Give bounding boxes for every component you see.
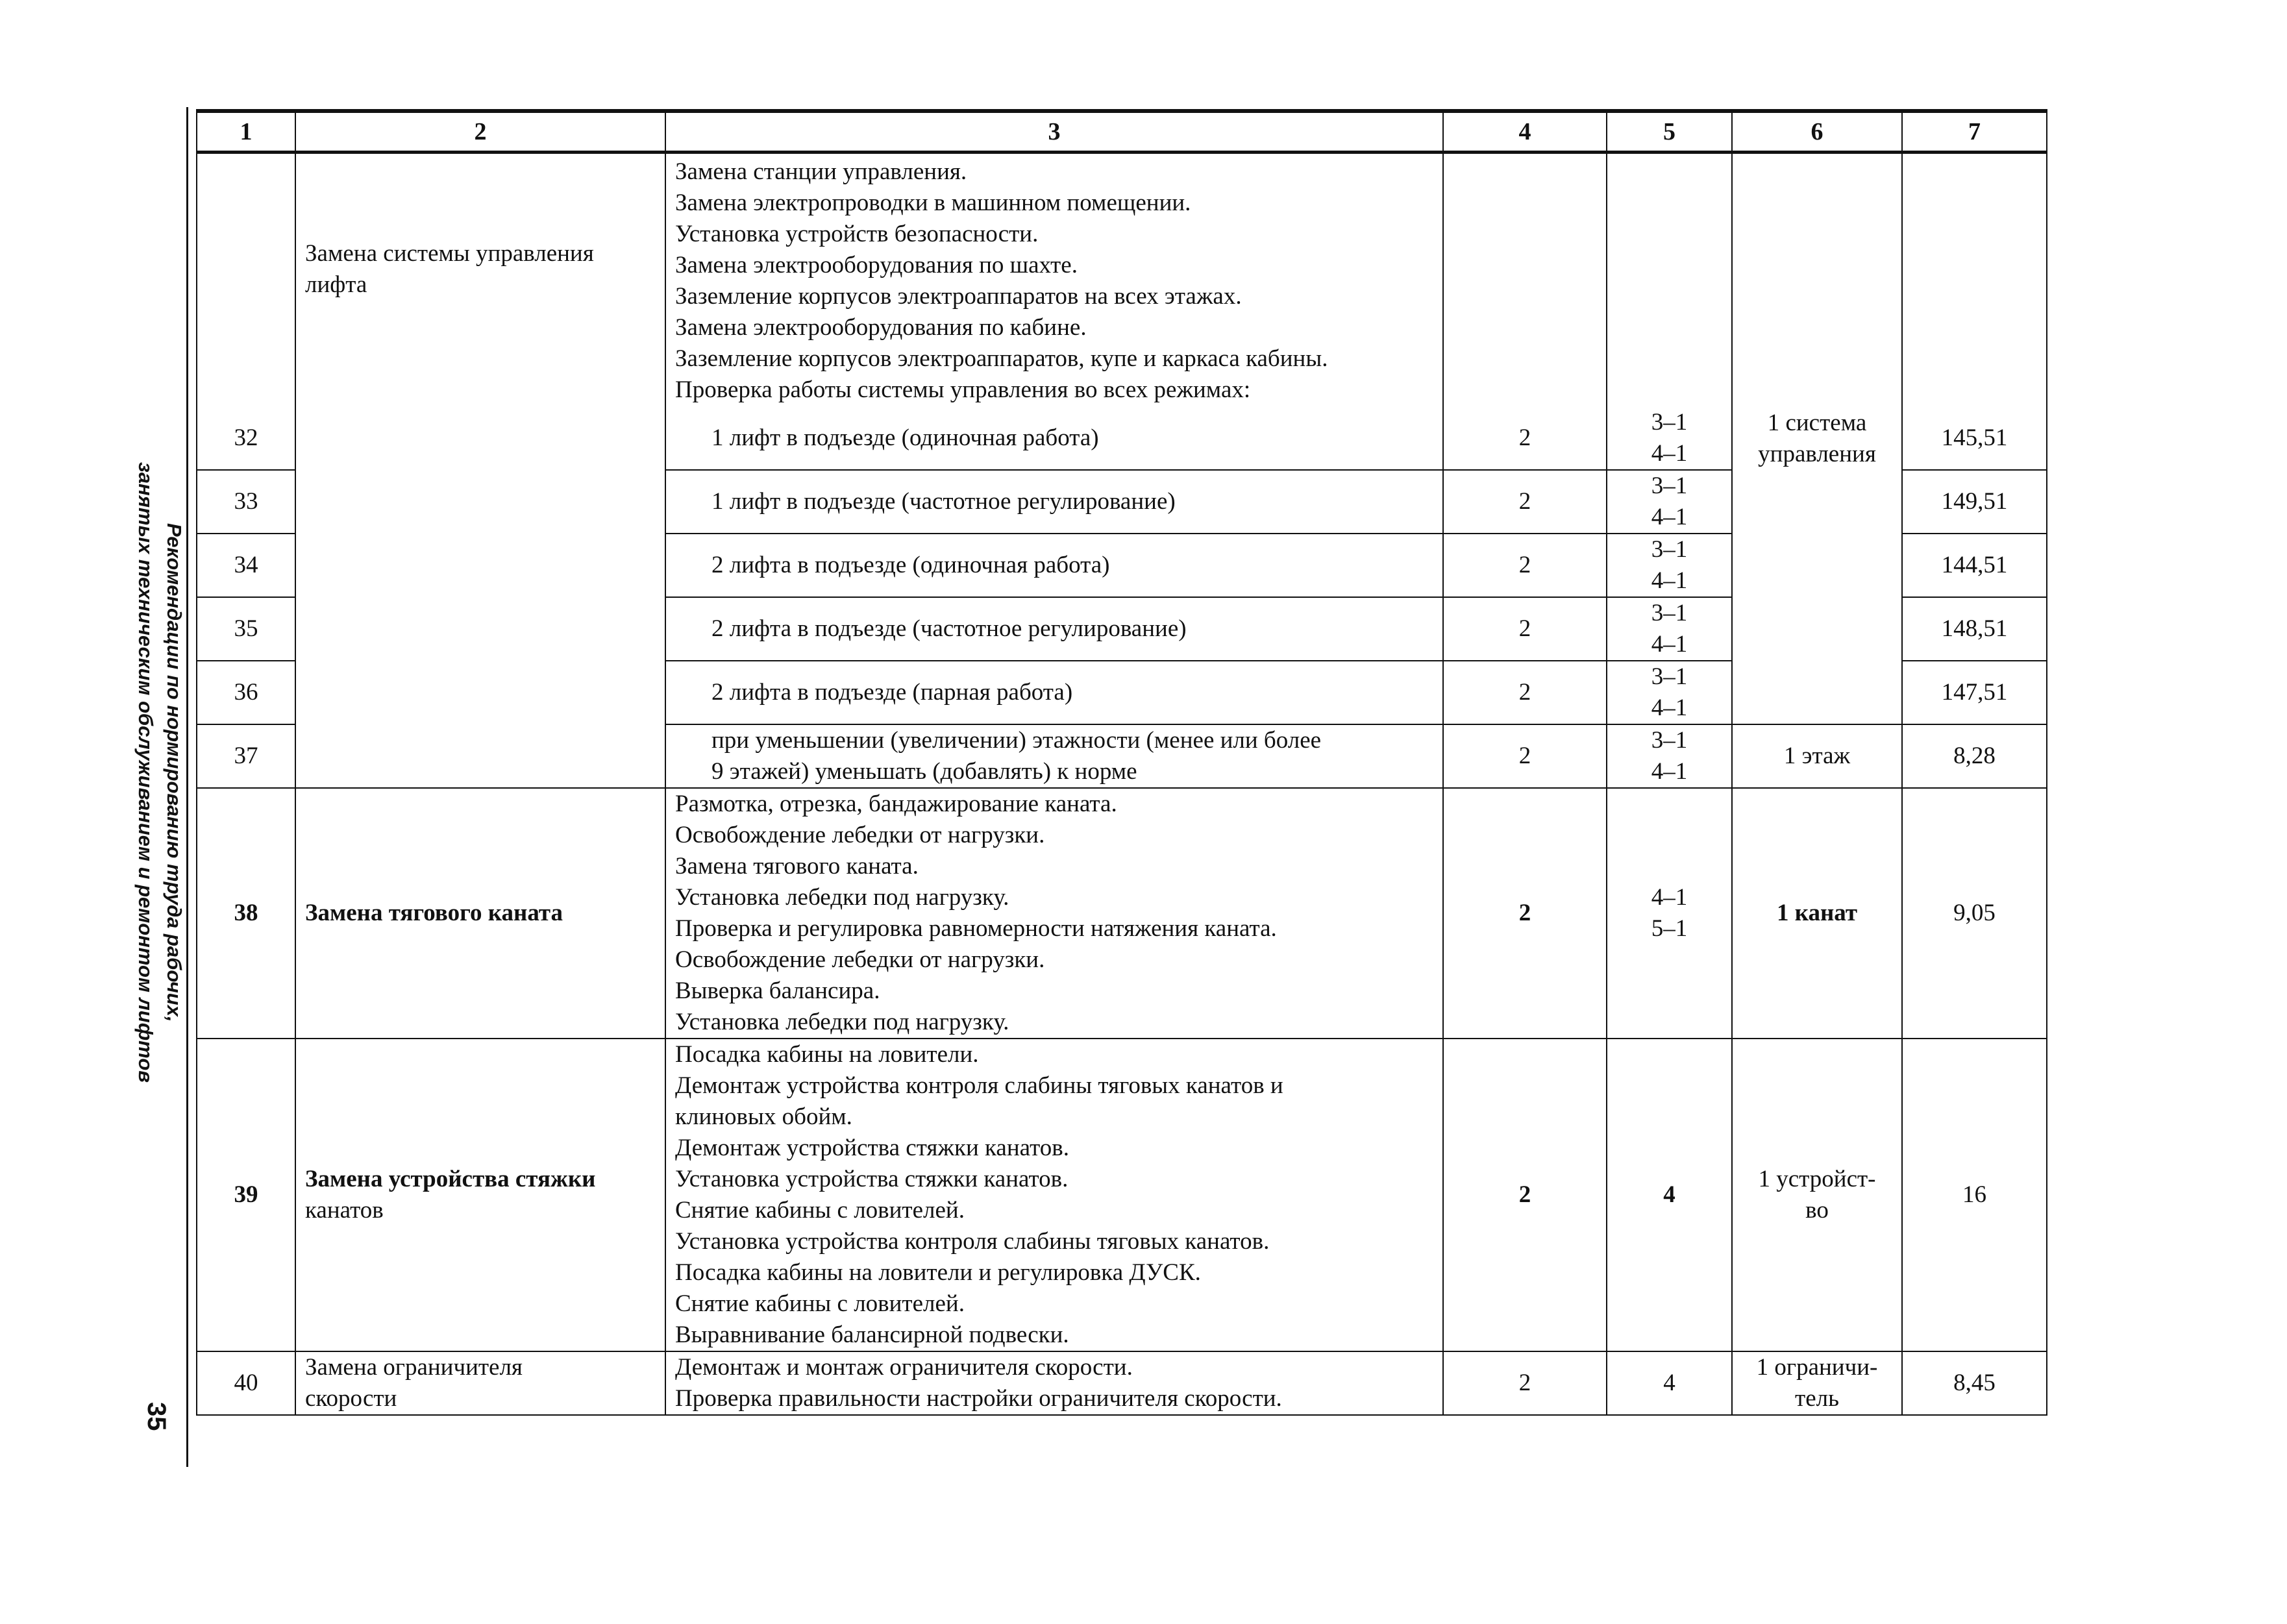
unit-cell-shared: 1 система управления xyxy=(1732,153,1902,725)
grade-value: 4 xyxy=(1607,1351,1732,1415)
work-line: Установка устройства стяжки канатов. xyxy=(675,1166,1069,1192)
row-number: 40 xyxy=(197,1351,295,1415)
row-number: 34 xyxy=(197,534,295,597)
work-line: Заземление корпусов электроаппаратов на всех этажах. xyxy=(675,283,1242,310)
category-value: 2 xyxy=(1443,407,1607,470)
header-col-5: 5 xyxy=(1607,111,1732,153)
work-description xyxy=(665,1351,1443,1415)
norm-value: 147,51 xyxy=(1902,661,2047,724)
work-line: Проверка работы системы управления во всех режимах: xyxy=(675,376,1251,403)
num-cell-empty xyxy=(197,153,295,408)
work-line: Установка лебедки под нагрузку. xyxy=(675,1009,1009,1035)
grade-value xyxy=(1607,597,1732,661)
work-line: Выравнивание балансирной подвески. xyxy=(675,1322,1069,1348)
grade-line: 4–1 xyxy=(1651,440,1688,467)
grade-value xyxy=(1607,724,1732,788)
unit-line: во xyxy=(1805,1197,1829,1224)
unit-value xyxy=(1732,1351,1902,1415)
header-col-1: 1 xyxy=(197,111,295,153)
work-line: Снятие кабины с ловителей. xyxy=(675,1197,965,1224)
work-line: Посадка кабины на ловители и регулировка ДУСК. xyxy=(675,1259,1201,1286)
work-line: Установка устройств безопасности. xyxy=(675,221,1039,247)
grade-value xyxy=(1607,661,1732,724)
table-row xyxy=(197,788,2047,1039)
norm-value: 145,51 xyxy=(1902,407,2047,470)
category-value: 2 xyxy=(1443,597,1607,661)
category-value: 2 xyxy=(1443,724,1607,788)
work-name: Замена тягового каната xyxy=(295,788,665,1039)
grade-line: 4–1 xyxy=(1651,695,1688,721)
grade-value xyxy=(1607,788,1732,1039)
work-line: Проверка правильности настройки ограничителя скорости. xyxy=(675,1385,1282,1412)
table-row xyxy=(197,1039,2047,1351)
row-number: 33 xyxy=(197,470,295,534)
work-line: Демонтаж и монтаж ограничителя скорости. xyxy=(675,1354,1133,1381)
norm-value: 149,51 xyxy=(1902,470,2047,534)
grade-line: 3–1 xyxy=(1651,727,1688,754)
work-line: Демонтаж устройства стяжки канатов. xyxy=(675,1135,1069,1161)
work-name-elevator-control: Замена системы управления лифта xyxy=(305,240,594,298)
work-description xyxy=(665,788,1443,1039)
row-number: 38 xyxy=(197,788,295,1039)
header-col-4: 4 xyxy=(1443,111,1607,153)
work-name-line: Замена устройства стяжки xyxy=(305,1166,596,1192)
header-row xyxy=(197,111,2047,153)
grade-line: 3–1 xyxy=(1651,473,1688,499)
work-line: Установка лебедки под нагрузку. xyxy=(675,884,1009,911)
header-col-7: 7 xyxy=(1902,111,2047,153)
category-value: 2 xyxy=(1443,534,1607,597)
grade-line: 4–1 xyxy=(1651,567,1688,594)
unit-value xyxy=(1732,1039,1902,1351)
row-number: 37 xyxy=(197,724,295,788)
work-description-intro xyxy=(665,153,1443,408)
work-line: Демонтаж устройства контроля слабины тяговых канатов и xyxy=(675,1072,1283,1099)
norms-table xyxy=(196,109,2047,1416)
work-description xyxy=(665,724,1443,788)
work-line: Снятие кабины с ловителей. xyxy=(675,1290,965,1317)
work-name-line: канатов xyxy=(305,1197,384,1224)
grade-line: 4–1 xyxy=(1651,631,1688,658)
category-value: 2 xyxy=(1443,1039,1607,1351)
category-value: 2 xyxy=(1443,470,1607,534)
work-description: 1 лифт в подъезде (частотное регулирование) xyxy=(665,470,1443,534)
norm-value: 148,51 xyxy=(1902,597,2047,661)
work-description: 1 лифт в подъезде (одиночная работа) xyxy=(665,407,1443,470)
grade-line: 3–1 xyxy=(1651,600,1688,626)
work-line: Замена тягового каната. xyxy=(675,853,919,880)
grade-value xyxy=(1607,534,1732,597)
work-description: 2 лифта в подъезде (частотное регулирование) xyxy=(665,597,1443,661)
unit-line: 1 устройст- xyxy=(1758,1166,1876,1192)
work-line: Замена электропроводки в машинном помещении. xyxy=(675,190,1191,216)
category-value: 2 xyxy=(1443,1351,1607,1415)
work-line: Посадка кабины на ловители. xyxy=(675,1041,979,1068)
grade-line: 4–1 xyxy=(1651,758,1688,785)
unit-value: 1 этаж xyxy=(1732,724,1902,788)
work-line: Замена станции управления. xyxy=(675,158,967,185)
work-name-cell xyxy=(295,153,665,789)
grade-cell-empty xyxy=(1607,153,1732,408)
work-line: Замена электрооборудования по шахте. xyxy=(675,252,1078,278)
running-header-line-1: Рекомендации по нормированию труда рабочих, xyxy=(163,523,186,1022)
work-line: Размотка, отрезка, бандажирование каната. xyxy=(675,791,1117,817)
norm-value: 16 xyxy=(1902,1039,2047,1351)
work-line: Проверка и регулировка равномерности натяжения каната. xyxy=(675,915,1277,942)
grade-value: 4 xyxy=(1607,1039,1732,1351)
grade-line: 3–1 xyxy=(1651,409,1688,436)
grade-line: 4–1 xyxy=(1651,504,1688,530)
norm-cell-empty xyxy=(1902,153,2047,408)
grade-value xyxy=(1607,470,1732,534)
grade-value xyxy=(1607,407,1732,470)
unit-line: 1 ограничи- xyxy=(1756,1354,1878,1381)
row-number: 36 xyxy=(197,661,295,724)
table-row xyxy=(197,1351,2047,1415)
unit-line: тель xyxy=(1795,1385,1839,1412)
work-description xyxy=(665,1039,1443,1351)
category-value: 2 xyxy=(1443,661,1607,724)
work-line: Замена электрооборудования по кабине. xyxy=(675,314,1087,341)
header-col-6: 6 xyxy=(1732,111,1902,153)
grade-line: 3–1 xyxy=(1651,663,1688,690)
grade-line: 4–1 xyxy=(1651,884,1688,911)
norm-value: 144,51 xyxy=(1902,534,2047,597)
row-number: 32 xyxy=(197,407,295,470)
work-line: Освобождение лебедки от нагрузки. xyxy=(675,946,1045,973)
header-col-2: 2 xyxy=(295,111,665,153)
work-description: 2 лифта в подъезде (одиночная работа) xyxy=(665,534,1443,597)
work-name xyxy=(295,1039,665,1351)
grade-line: 5–1 xyxy=(1651,915,1688,942)
work-line: Освобождение лебедки от нагрузки. xyxy=(675,822,1045,848)
row-number: 39 xyxy=(197,1039,295,1351)
work-line: при уменьшении (увеличении) этажности (менее или более xyxy=(711,727,1322,754)
work-line: 9 этажей) уменьшать (добавлять) к норме xyxy=(711,758,1137,785)
work-line: Выверка балансира. xyxy=(675,978,880,1004)
work-name xyxy=(295,1351,665,1415)
category-value: 2 xyxy=(1443,788,1607,1039)
work-name-line: скорости xyxy=(305,1385,397,1412)
page-number: 35 xyxy=(142,1402,171,1431)
grade-line: 3–1 xyxy=(1651,536,1688,563)
category-cell-empty xyxy=(1443,153,1607,408)
work-line: Заземление корпусов электроаппаратов, купе и каркаса кабины. xyxy=(675,345,1328,372)
work-name-line: Замена ограничителя xyxy=(305,1354,523,1381)
running-header-line-2: занятых техническим обслуживанием и ремонтом лифтов xyxy=(134,462,157,1083)
norm-value: 8,45 xyxy=(1902,1351,2047,1415)
header-col-3: 3 xyxy=(665,111,1443,153)
table-row-group-intro xyxy=(197,153,2047,408)
work-line: клиновых обойм. xyxy=(675,1103,852,1130)
row-number: 35 xyxy=(197,597,295,661)
norm-value: 9,05 xyxy=(1902,788,2047,1039)
work-line: Установка устройства контроля слабины тяговых канатов. xyxy=(675,1228,1270,1255)
running-header-title xyxy=(114,422,188,1123)
norm-value: 8,28 xyxy=(1902,724,2047,788)
work-description: 2 лифта в подъезде (парная работа) xyxy=(665,661,1443,724)
unit-value: 1 канат xyxy=(1732,788,1902,1039)
